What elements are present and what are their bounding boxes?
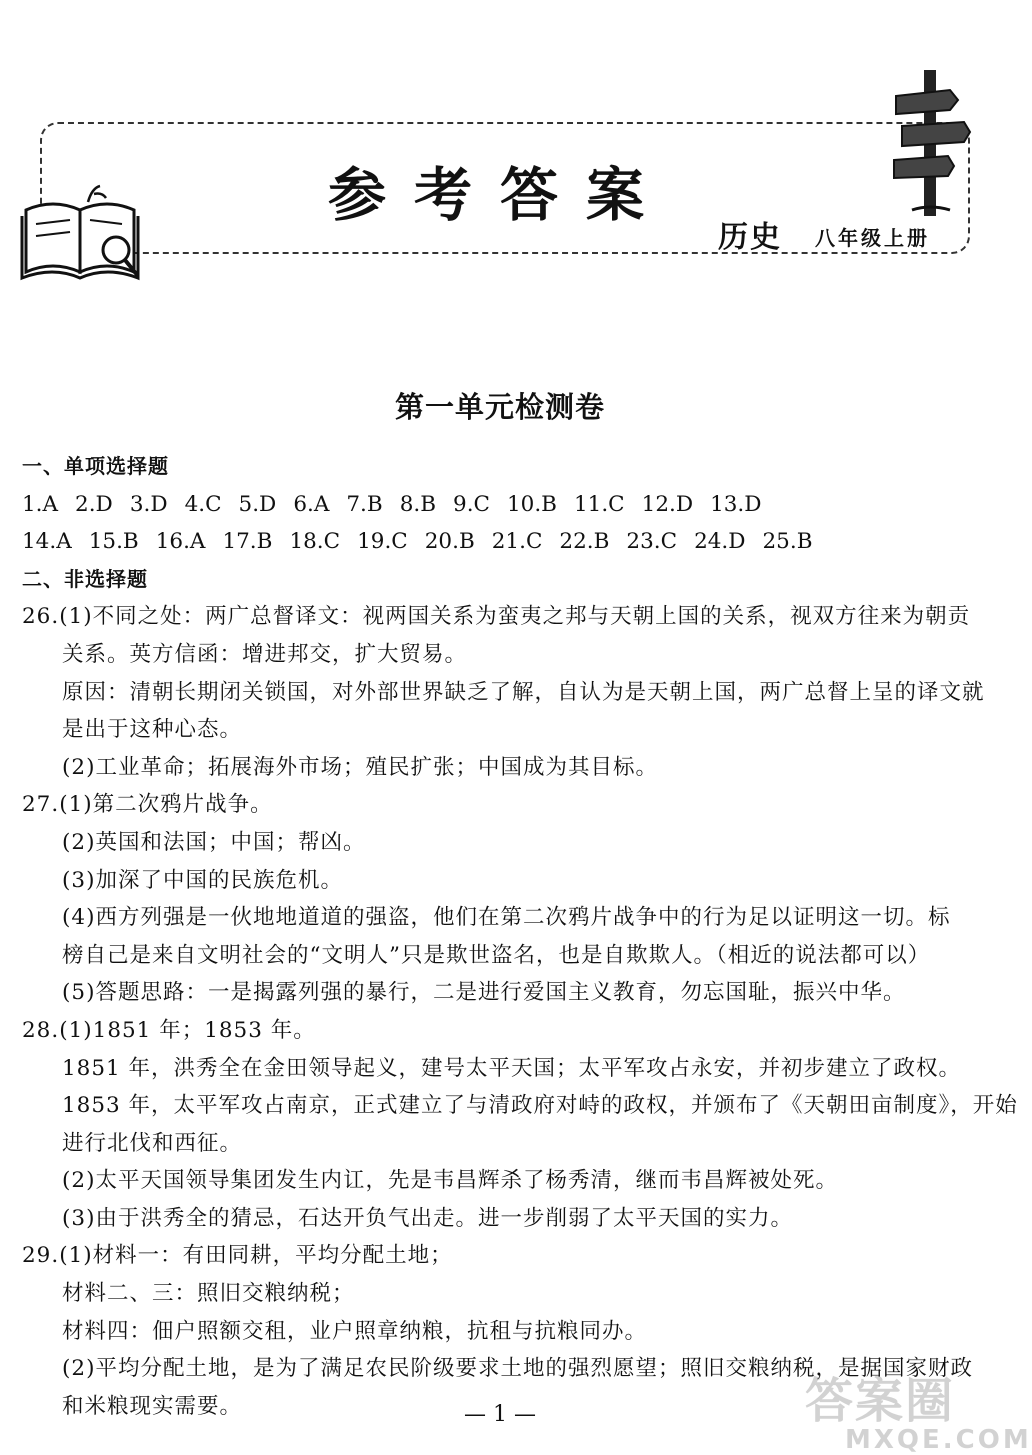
choice-answer: 23.C <box>626 529 678 555</box>
watermark <box>805 1362 1032 1455</box>
choice-answer: 8.B <box>399 491 437 517</box>
answer-line: 进行北伐和西征。 <box>62 1130 243 1156</box>
answer-line: 关系。英方信函：增进邦交，扩大贸易。 <box>62 641 468 667</box>
answer-line: (5)答题思路：一是揭露列强的暴行，二是进行爱国主义教育，勿忘国耻，振兴中华。 <box>62 980 906 1006</box>
grade-label: 八年级上册 <box>815 226 930 250</box>
answer-line: 26.(1)不同之处：两广总督译文：视两国关系为蛮夷之邦与天朝上国的关系，视双方往来为朝贡 <box>22 604 971 630</box>
answer-line: 原因：清朝长期闭关锁国，对外部世界缺乏了解，自认为是天朝上国，两广总督上呈的译文就 <box>62 679 985 705</box>
choice-answers-row-2 <box>22 523 982 561</box>
choice-answer: 3.D <box>129 491 168 517</box>
answer-line: (4)西方列强是一伙地地道道的强盗，他们在第二次鸦片战争中的行为足以证明这一切。标 <box>62 905 951 931</box>
answer-line: (3)由于洪秀全的猜忌，石达开负气出走。进一步削弱了太平天国的实力。 <box>62 1205 793 1231</box>
answer-line: 榜自己是来自文明社会的“文明人”只是欺世盗名，也是自欺欺人。（相近的说法都可以） <box>62 942 931 968</box>
choice-answer: 12.D <box>641 491 694 517</box>
page-title: 参考答案 <box>327 161 672 229</box>
answer-line: (2)太平天国领导集团发生内讧，先是韦昌辉杀了杨秀清，继而韦昌辉被处死。 <box>62 1168 838 1194</box>
choice-answer: 2.D <box>75 491 113 517</box>
choice-answer: 22.B <box>559 529 610 555</box>
open-book-magnifier-icon <box>18 180 148 285</box>
answer-line: 28.(1)1851 年；1853 年。 <box>22 1017 316 1043</box>
answer-line: 29.(1)材料一：有田同耕，平均分配土地； <box>22 1243 453 1269</box>
answer-line: (2)英国和法国；中国；帮凶。 <box>62 829 366 855</box>
answer-line: 材料二、三：照旧交粮纳税； <box>62 1281 355 1307</box>
answer-line: 和米粮现实需要。 <box>62 1393 243 1419</box>
choice-answer: 10.B <box>506 491 557 517</box>
choice-answer: 5.D <box>238 491 277 517</box>
watermark-url: MXQE.COM <box>845 1425 1032 1455</box>
part2-heading: 二、非选择题 <box>22 566 148 591</box>
choice-answer: 21.C <box>491 529 543 555</box>
choice-answer: 6.A <box>293 491 330 517</box>
answer-content <box>22 448 1018 1425</box>
answer-line: 1853 年，太平军攻占南京，正式建立了与清政府对峙的政权，并颁布了《天朝田亩制度》，开始 <box>62 1093 1018 1119</box>
choice-answer: 7.B <box>346 491 383 517</box>
choice-answer: 17.B <box>222 529 273 555</box>
choice-answers-row-1 <box>22 486 982 524</box>
section-title: 第一单元检测卷 <box>394 390 605 424</box>
watermark-text: 答案圈 <box>805 1373 956 1429</box>
answer-line: (2)工业革命；拓展海外市场；殖民扩张；中国成为其目标。 <box>62 754 658 780</box>
choice-answer: 24.D <box>694 529 746 555</box>
choice-answer: 15.B <box>88 529 139 555</box>
choice-answer: 9.C <box>453 491 490 517</box>
choice-answer: 25.B <box>762 529 813 555</box>
answer-line: 27.(1)第二次鸦片战争。 <box>22 792 273 818</box>
choice-answer: 4.C <box>184 491 222 517</box>
answer-line: (3)加深了中国的民族危机。 <box>62 867 343 893</box>
page-number: — 1 — <box>464 1402 536 1427</box>
choice-answer: 16.A <box>155 529 206 555</box>
choice-answer: 19.C <box>357 529 408 555</box>
answer-line: 是出于这种心态。 <box>62 717 243 743</box>
signpost-icon <box>888 68 973 218</box>
answer-line: 材料四：佃户照额交租，业户照章纳粮，抗租与抗粮同办。 <box>62 1318 648 1344</box>
choice-answer: 1.A <box>22 491 59 517</box>
choice-answer: 14.A <box>22 529 72 555</box>
choice-answer: 20.B <box>424 529 475 555</box>
choice-answer: 13.D <box>710 491 762 517</box>
subject-label: 历史 <box>718 220 782 255</box>
answer-line: (2)平均分配土地，是为了满足农民阶级要求土地的强烈愿望；照旧交粮纳税，是据国家财政 <box>62 1356 973 1382</box>
answer-line: 1851 年，洪秀全在金田领导起义，建号太平天国；太平军攻占永安，并初步建立了政权。 <box>62 1055 962 1081</box>
part1-heading: 一、单项选择题 <box>22 454 169 478</box>
choice-answer: 18.C <box>289 529 341 555</box>
choice-answer: 11.C <box>573 491 625 517</box>
